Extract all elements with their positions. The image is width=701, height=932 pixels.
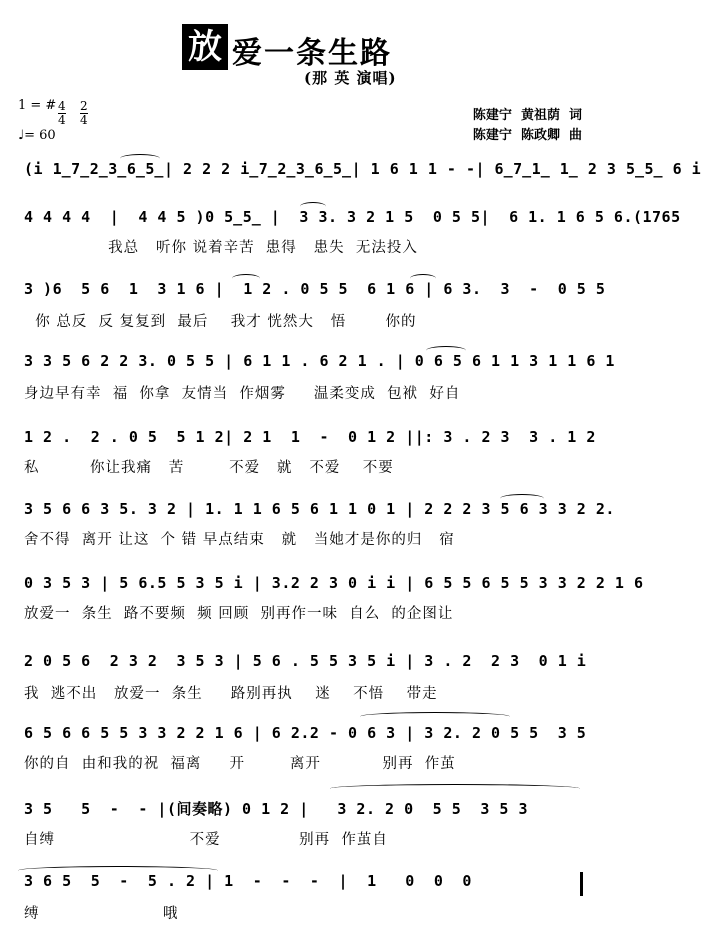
notation-line: (i 1̲7̲2̲3̲6̲5̲| 2 2 2 i̲7̲2̲3̲6̲5̲| 1 6 1 1 - -| 6̲7̲1̲ 1̲ 2 3 5̲5̲ 6 i [24,160,701,178]
final-barline [580,872,583,896]
lyric-line: 我总 听你 说着辛苦 患得 患失 无法投入 [24,240,418,256]
lyric-line: 我 逃不出 放爱一 条生 路别再执 迷 不悟 带走 [24,686,438,702]
notation-line: 4 4 4 4 | 4 4 5 )0 5̲5̲ | 3 3. 3 2 1 5 0 5 5| 6 1. 1 6 5 6.(1765 [24,208,681,226]
lyric-line: 自缚 不爱 别再 作茧自 [24,832,388,848]
lyricist-credit: 陈建宁 黄祖荫 词 [472,108,582,123]
notation-line: 3 )6 5 6 1 3 1 6 | 1 2 . 0 5 5 6 1 6 | 6 3. 3 - 0 5 5 [24,280,606,298]
notation-line: 3 5 5 - - |(间奏略) 0 1 2 | 3 2. 2 0 5 5 3 5 3 [24,800,528,818]
slur-mark [120,154,160,163]
lyric-line: 私 你让我痛 苦 不爱 就 不爱 不要 [24,460,394,476]
slur-mark [18,866,218,875]
lyric-line: 放爱一 条生 路不要频 频 回顾 别再作一味 自么 的企图让 [24,606,454,622]
slur-mark [300,202,326,211]
meter-denominator: 4 [58,113,66,127]
time-signature-2-4 [80,100,88,127]
tempo-marking: ♩= 60 [18,128,56,143]
title-first-char: 放 [182,24,228,70]
notation-line: 6 5 6 6 5 5 3 3 2 2 1 6 | 6 2.2 - 0 6 3 | 3 2. 2 0 5 5 3 5 [24,724,587,742]
notation-line: 0 3 5 3 | 5 6.5 5 3 5 i | 3.2 2 3 0 i i | 6 5 5 6 5 5 3 3 2 2 1 6 [24,574,644,592]
notation-line: 1 2 . 2 . 0 5 5 1 2| 2 1 1 - 0 1 2 ||: 3 . 2 3 3 . 1 2 [24,428,596,446]
lyric-line: 身边早有幸 福 你拿 友情当 作烟雾 温柔变成 包袱 好自 [24,386,461,402]
lyric-line: 你 总反 反 复复到 最后 我才 恍然大 悟 你的 [24,314,417,330]
key-signature: 1 = # [18,98,57,113]
time-signature-4-4 [58,100,66,127]
meter-denominator: 4 [80,113,88,127]
slur-mark [500,494,544,503]
composer-credit: 陈建宁 陈政卿 曲 [472,128,582,143]
meter-numerator: 4 [58,99,66,113]
notation-line: 3 6 5 5 - 5 . 2 | 1 - - - | 1 0 0 0 [24,872,472,890]
notation-line: 3 5 6 6 3 5. 3 2 | 1. 1 1 6 5 6 1 1 0 1 | 2 2 2 3 5 6 3 3 2 2. [24,500,615,518]
slur-mark [360,712,510,721]
slur-mark [410,274,436,283]
lyric-line: 你的自 由和我的祝 福离 开 离开 别再 作茧 [24,756,456,772]
slur-mark [426,346,466,355]
meter-numerator: 2 [80,99,88,113]
lyric-line: 缚 哦 [24,906,179,922]
notation-line: 2 0 5 6 2 3 2 3 5 3 | 5 6 . 5 5 3 5 i | 3 . 2 2 3 0 1 i [24,652,587,670]
slur-mark [330,784,580,793]
song-title: 爱一条生路 [232,36,392,71]
singer-credit: (那 英 演唱) [304,69,397,87]
notation-line: 3 3 5 6 2 2 3. 0 5 5 | 6 1 1 . 6 2 1 . | 0 6 5 6 1 1 3 1 1 6 1 [24,352,615,370]
slur-mark [232,274,260,283]
lyric-line: 舍不得 离开 让这 个 错 早点结束 就 当她才是你的归 宿 [24,532,455,548]
